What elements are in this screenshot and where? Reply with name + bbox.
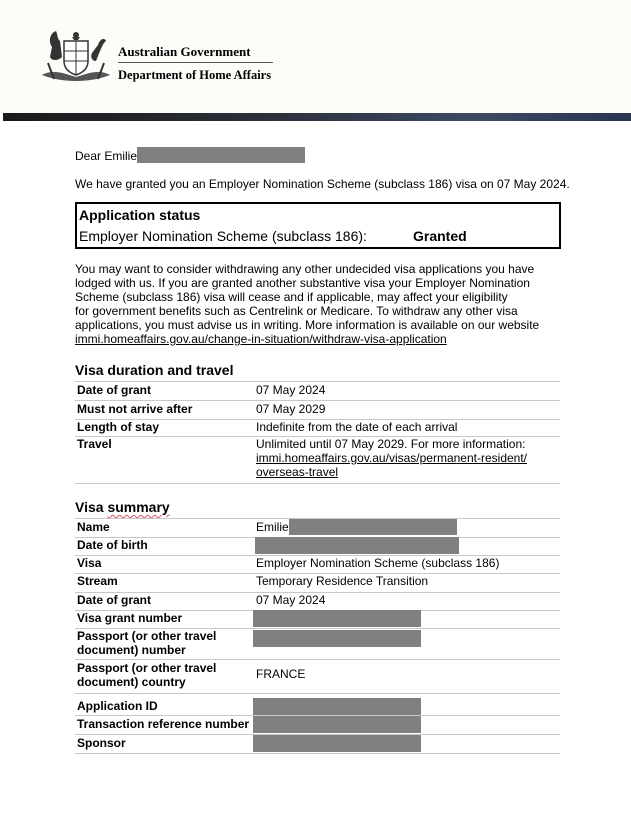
table-row: [75, 593, 560, 611]
overseas-travel-link[interactable]: immi.homeaffairs.gov.au/visas/permanent-resident/: [256, 451, 528, 465]
duration-heading: Visa duration and travel: [75, 362, 234, 378]
table-row: [75, 383, 560, 401]
row-value: Emilie: [256, 520, 289, 534]
application-status-box: [75, 202, 561, 249]
row-label: Sponsor: [77, 736, 126, 750]
notice-line: You may want to consider withdrawing any other undecided visa applications you have: [75, 262, 535, 276]
summary-heading-part: Visa: [75, 499, 108, 515]
redacted-passport-number: [253, 630, 421, 647]
notice-line: Scheme (subclass 186) visa will cease and if applicable, may affect your eligibility: [75, 290, 508, 304]
row-label: Application ID: [77, 699, 158, 713]
row-value: Temporary Residence Transition: [256, 574, 429, 588]
row-label: Date of birth: [77, 538, 148, 552]
department-name: Department of Home Affairs: [118, 68, 272, 82]
withdraw-visa-link[interactable]: immi.homeaffairs.gov.au/change-in-situation/withdraw-visa-application: [75, 332, 447, 346]
notice-line: applications, you must advise us in writing. More information is available on our website: [75, 318, 540, 332]
row-label: [77, 661, 216, 689]
row-label: Date of grant: [77, 383, 152, 397]
letterhead: [0, 0, 631, 113]
row-value: Employer Nomination Scheme (subclass 186): [256, 556, 500, 570]
table-top-rule: [75, 381, 560, 382]
row-value: 07 May 2024: [256, 383, 326, 397]
table-row: [75, 437, 560, 484]
row-label: Length of stay: [77, 420, 160, 434]
header-band: [3, 113, 631, 121]
withdrawal-notice: [75, 262, 560, 346]
row-label-line: Passport (or other travel: [77, 661, 217, 675]
table-row: [75, 420, 560, 437]
table-row: [75, 661, 560, 694]
row-value: [256, 437, 527, 479]
grant-intro: We have granted you an Employer Nomination Scheme (subclass 186) visa on 07 May 2024.: [75, 177, 570, 191]
row-label: [77, 629, 216, 657]
row-value: FRANCE: [256, 667, 306, 681]
letterhead-divider: [118, 62, 273, 63]
redacted-date-of-birth: [255, 537, 459, 554]
table-row: [75, 402, 560, 420]
notice-line: for government benefits such as Centrelink or Medicare. To withdraw any other visa: [75, 304, 518, 318]
row-value: Indefinite from the date of each arrival: [256, 420, 458, 434]
row-label-line: document) country: [77, 675, 186, 689]
row-label: Visa grant number: [77, 611, 183, 625]
redacted-transaction-reference: [253, 716, 421, 733]
row-label: Date of grant: [77, 593, 152, 607]
row-label-line: Passport (or other travel: [77, 629, 217, 643]
row-value: 07 May 2024: [256, 593, 326, 607]
row-label: Must not arrive after: [77, 402, 193, 416]
row-label: Visa: [77, 556, 102, 570]
row-label-line: document) number: [77, 643, 186, 657]
redacted-surname: [137, 147, 305, 163]
redacted-application-id: [253, 698, 421, 715]
summary-heading: [75, 499, 170, 515]
coat-of-arms-icon: [38, 27, 114, 83]
redacted-grant-number: [253, 610, 421, 627]
government-name: Australian Government: [118, 44, 251, 59]
travel-text: Unlimited until 07 May 2029. For more information:: [256, 437, 526, 451]
row-label: Transaction reference number: [77, 717, 250, 731]
redacted-sponsor: [253, 735, 421, 752]
status-title: Application status: [79, 207, 201, 223]
status-badge: Granted: [413, 228, 467, 244]
table-row: [75, 556, 560, 574]
row-label: Name: [77, 520, 110, 534]
row-label: Stream: [77, 574, 118, 588]
table-row: [75, 574, 560, 593]
redacted-surname: [289, 519, 457, 535]
overseas-travel-link-cont[interactable]: overseas-travel: [256, 465, 339, 479]
row-value: 07 May 2029: [256, 402, 326, 416]
summary-heading-part: summary: [107, 499, 170, 515]
status-visa: Employer Nomination Scheme (subclass 186):: [79, 228, 367, 244]
notice-line: lodged with us. If you are granted another substantive visa your Employer Nomination: [75, 276, 530, 290]
salutation: Dear Emilie: [75, 149, 138, 163]
row-label: Travel: [77, 437, 112, 451]
